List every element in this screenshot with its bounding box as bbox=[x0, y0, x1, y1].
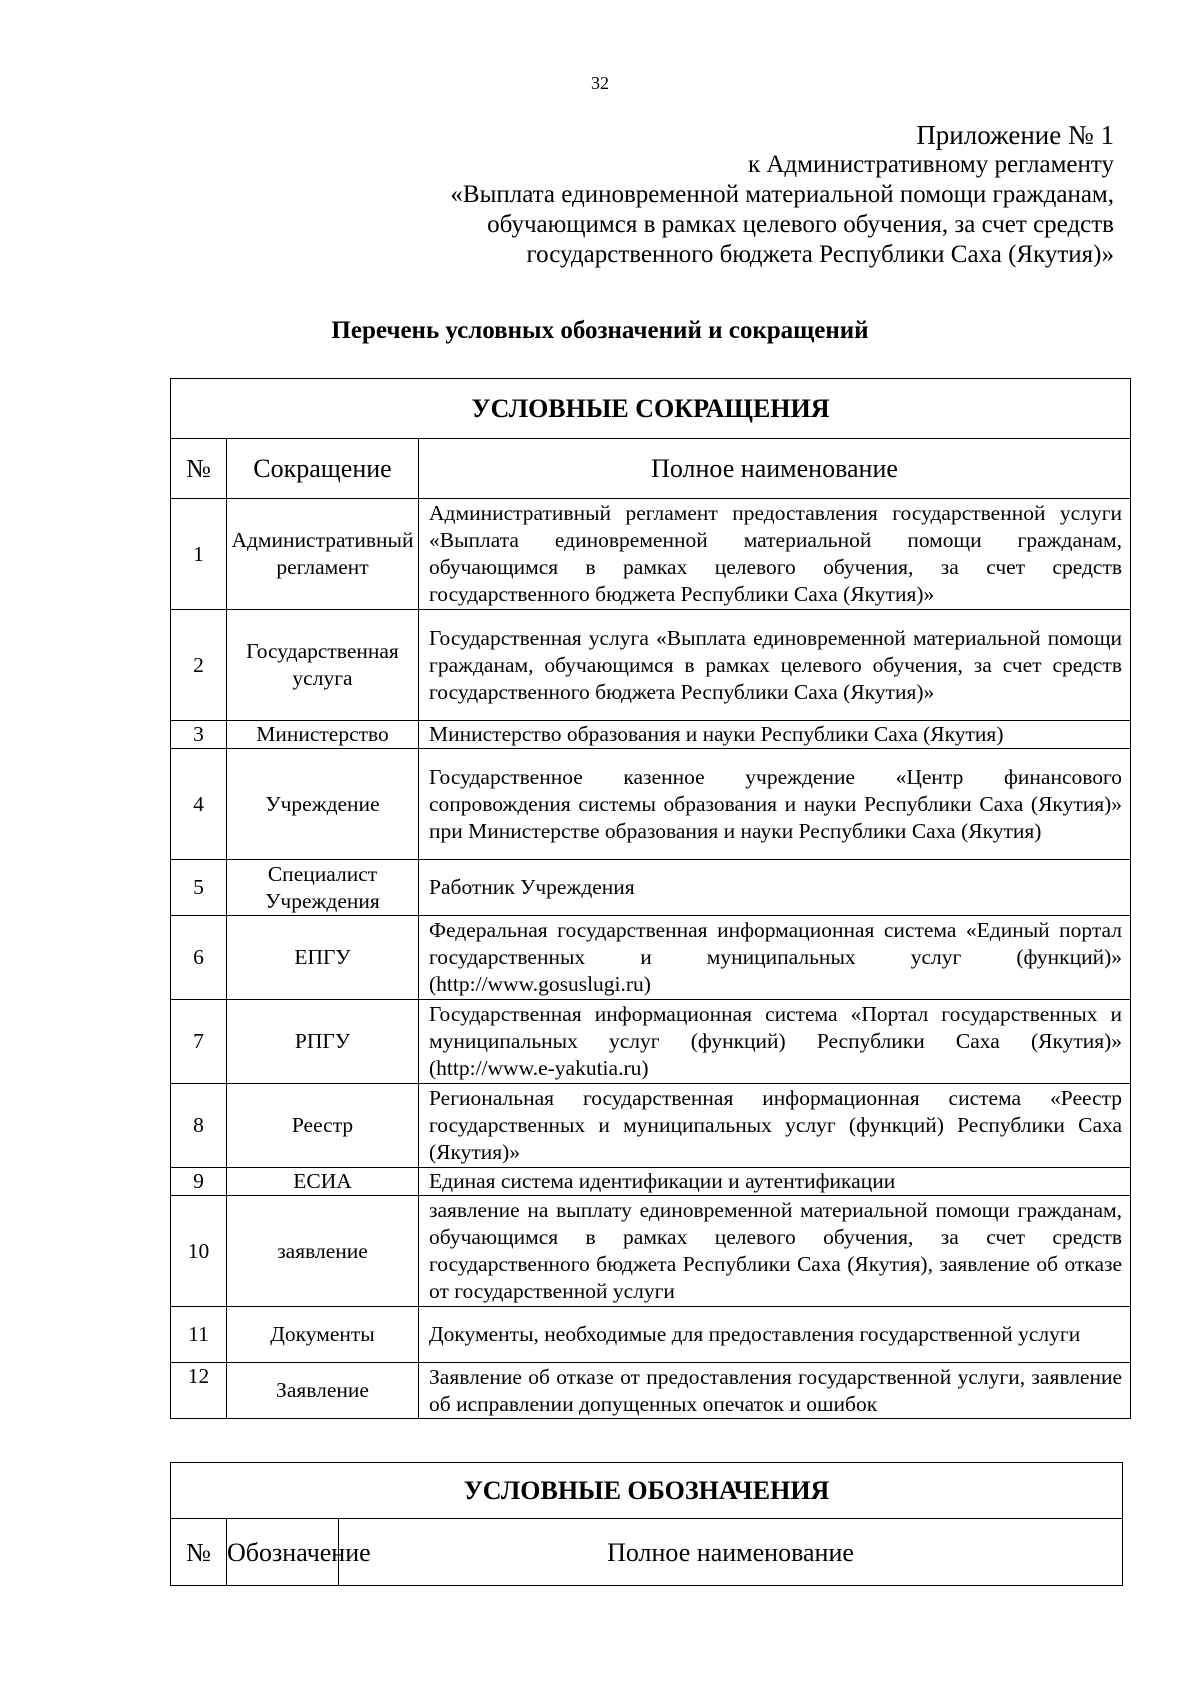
column-header-symbol: Обозначение bbox=[227, 1519, 339, 1586]
column-header-number: № bbox=[171, 1519, 227, 1586]
page-number: 32 bbox=[591, 73, 609, 93]
row-full-name: Региональная государственная информационная система «Реестр государственных и муниципальных услуг (функций) Республики Саха (Якутия)» bbox=[419, 1084, 1131, 1168]
table-header-row bbox=[171, 1519, 1123, 1586]
row-abbreviation: Специалист Учреждения bbox=[227, 860, 419, 916]
appendix-line: «Выплата единовременной материальной помощи гражданам, bbox=[450, 181, 1114, 208]
abbreviations-table bbox=[170, 378, 1131, 1419]
table-row bbox=[171, 499, 1131, 610]
row-number: 2 bbox=[171, 610, 227, 721]
row-abbreviation: Административный регламент bbox=[227, 499, 419, 610]
row-abbreviation: Реестр bbox=[227, 1084, 419, 1168]
row-number: 7 bbox=[171, 1000, 227, 1084]
row-abbreviation: Министерство bbox=[227, 721, 419, 749]
row-full-name: Государственная услуга «Выплата единовременной материальной помощи гражданам, обучающимся в рамках целевого обучения, за счет средств государственного бюджета Республики Саха (Якутия)» bbox=[419, 610, 1131, 721]
row-number: 12 bbox=[171, 1363, 227, 1419]
table-row bbox=[171, 721, 1131, 749]
row-abbreviation: Заявление bbox=[227, 1363, 419, 1419]
row-full-name: Административный регламент предоставления государственной услуги «Выплата единовременной материальной помощи гражданам, обучающимся в рамках целевого обучения, за счет средств государственного бюджета Республики Саха (Якутия)» bbox=[419, 499, 1131, 610]
table-row bbox=[171, 1000, 1131, 1084]
table-row bbox=[171, 1307, 1131, 1363]
row-full-name: Единая система идентификации и аутентификации bbox=[419, 1168, 1131, 1196]
column-header-full-name: Полное наименование bbox=[339, 1519, 1123, 1586]
row-number: 4 bbox=[171, 749, 227, 860]
appendix-line: государственного бюджета Республики Саха (Якутия)» bbox=[526, 241, 1114, 268]
symbols-table bbox=[170, 1462, 1123, 1586]
table-row bbox=[171, 1196, 1131, 1307]
row-number: 1 bbox=[171, 499, 227, 610]
table-row bbox=[171, 860, 1131, 916]
appendix-line: обучающимся в рамках целевого обучения, за счет средств bbox=[487, 211, 1114, 238]
row-full-name: Документы, необходимые для предоставления государственной услуги bbox=[419, 1307, 1131, 1363]
table-title-row bbox=[171, 379, 1131, 439]
table-header-row bbox=[171, 439, 1131, 499]
column-header-full-name: Полное наименование bbox=[419, 439, 1131, 499]
row-number: 5 bbox=[171, 860, 227, 916]
column-header-number: № bbox=[171, 439, 227, 499]
row-number: 11 bbox=[171, 1307, 227, 1363]
row-full-name: Государственное казенное учреждение «Центр финансового сопровождения системы образования и науки Республики Саха (Якутия)» при Министерстве образования и науки Республики Саха (Якутия) bbox=[419, 749, 1131, 860]
document-heading: Перечень условных обозначений и сокращений bbox=[331, 317, 869, 344]
row-full-name: Федеральная государственная информационная система «Единый портал государственных и муниципальных услуг (функций)» (http://www.gosuslugi.ru) bbox=[419, 916, 1131, 1000]
row-full-name: Министерство образования и науки Республики Саха (Якутия) bbox=[419, 721, 1131, 749]
table-row bbox=[171, 1084, 1131, 1168]
row-full-name: заявление на выплату единовременной материальной помощи гражданам, обучающимся в рамках целевого обучения, за счет средств государственного бюджета Республики Саха (Якутия), заявление об отказе от государственной услуги bbox=[419, 1196, 1131, 1307]
row-full-name: Работник Учреждения bbox=[419, 860, 1131, 916]
row-abbreviation: заявление bbox=[227, 1196, 419, 1307]
table-row bbox=[171, 1363, 1131, 1419]
appendix-line: Приложение № 1 bbox=[916, 120, 1114, 150]
row-number: 8 bbox=[171, 1084, 227, 1168]
row-number: 3 bbox=[171, 721, 227, 749]
row-abbreviation: Документы bbox=[227, 1307, 419, 1363]
row-abbreviation: Учреждение bbox=[227, 749, 419, 860]
row-full-name: Государственная информационная система «Портал государственных и муниципальных услуг (функций) Республики Саха (Якутия)» (http://www.e-yakutia.ru) bbox=[419, 1000, 1131, 1084]
table-row bbox=[171, 1168, 1131, 1196]
row-abbreviation: ЕСИА bbox=[227, 1168, 419, 1196]
row-number: 10 bbox=[171, 1196, 227, 1307]
appendix-header bbox=[314, 120, 1114, 270]
table-row bbox=[171, 749, 1131, 860]
row-abbreviation: РПГУ bbox=[227, 1000, 419, 1084]
appendix-line: к Административному регламенту bbox=[747, 151, 1114, 178]
row-abbreviation: Государственная услуга bbox=[227, 610, 419, 721]
symbols-table-title: УСЛОВНЫЕ ОБОЗНАЧЕНИЯ bbox=[171, 1463, 1123, 1519]
abbreviations-table-title: УСЛОВНЫЕ СОКРАЩЕНИЯ bbox=[171, 379, 1131, 439]
row-number: 6 bbox=[171, 916, 227, 1000]
row-full-name: Заявление об отказе от предоставления государственной услуги, заявление об исправлении допущенных опечаток и ошибок bbox=[419, 1363, 1131, 1419]
table-title-row bbox=[171, 1463, 1123, 1519]
table-row bbox=[171, 916, 1131, 1000]
column-header-abbreviation: Сокращение bbox=[227, 439, 419, 499]
table-row bbox=[171, 610, 1131, 721]
row-number: 9 bbox=[171, 1168, 227, 1196]
row-abbreviation: ЕПГУ bbox=[227, 916, 419, 1000]
